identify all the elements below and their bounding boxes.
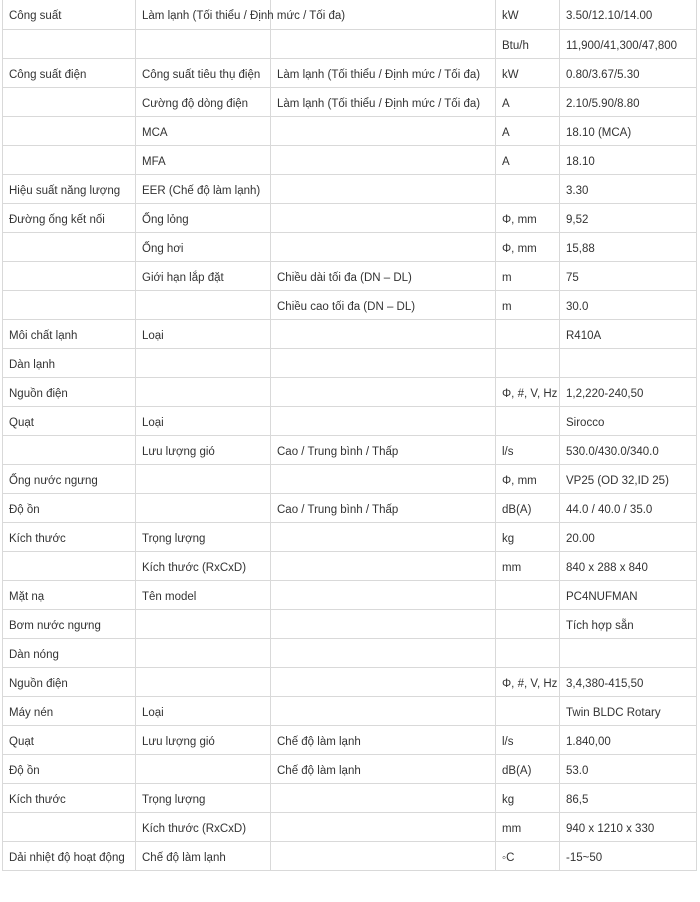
- spec-item-cell: Kích thước (RxCxD): [136, 812, 271, 841]
- spec-condition-cell: Chiều cao tối đa (DN – DL): [271, 290, 496, 319]
- spec-value-cell: [560, 638, 697, 667]
- spec-item-cell: Trọng lượng: [136, 522, 271, 551]
- spec-value-cell: 1.840,00: [560, 725, 697, 754]
- spec-group-cell: Kích thước: [3, 522, 136, 551]
- spec-value-cell: 840 x 288 x 840: [560, 551, 697, 580]
- spec-condition-cell: [271, 116, 496, 145]
- spec-condition-cell: [271, 29, 496, 58]
- table-row: [3, 435, 697, 464]
- spec-group-cell: [3, 232, 136, 261]
- table-row: [3, 29, 697, 58]
- spec-value-cell: 11,900/41,300/47,800: [560, 29, 697, 58]
- spec-group-cell: Dải nhiệt độ hoạt động: [3, 841, 136, 870]
- table-row: [3, 667, 697, 696]
- spec-item-cell: [136, 29, 271, 58]
- spec-item-cell: Ống hơi: [136, 232, 271, 261]
- spec-item-cell: [136, 754, 271, 783]
- spec-value-cell: 3.50/12.10/14.00: [560, 0, 697, 29]
- spec-item-cell: Loại: [136, 406, 271, 435]
- table-row: [3, 580, 697, 609]
- table-row: [3, 551, 697, 580]
- spec-unit-cell: A: [496, 87, 560, 116]
- spec-unit-cell: A: [496, 145, 560, 174]
- spec-value-cell: 30.0: [560, 290, 697, 319]
- spec-item-cell: Công suất tiêu thụ điện: [136, 58, 271, 87]
- table-row: [3, 348, 697, 377]
- spec-unit-cell: Φ, #, V, Hz: [496, 377, 560, 406]
- spec-value-cell: 3,4,380-415,50: [560, 667, 697, 696]
- spec-group-cell: [3, 87, 136, 116]
- spec-unit-cell: mm: [496, 812, 560, 841]
- spec-item-cell: Tên model: [136, 580, 271, 609]
- table-row: [3, 87, 697, 116]
- table-row: [3, 783, 697, 812]
- spec-item-cell: Loại: [136, 319, 271, 348]
- spec-condition-cell: [271, 464, 496, 493]
- spec-item-cell: Lưu lượng gió: [136, 725, 271, 754]
- table-row: [3, 406, 697, 435]
- spec-unit-cell: kg: [496, 783, 560, 812]
- spec-group-cell: Ống nước ngưng: [3, 464, 136, 493]
- table-row: [3, 319, 697, 348]
- spec-group-cell: Máy nén: [3, 696, 136, 725]
- spec-item-cell: Trọng lượng: [136, 783, 271, 812]
- spec-unit-cell: kg: [496, 522, 560, 551]
- spec-condition-cell: [271, 841, 496, 870]
- table-row: [3, 0, 697, 29]
- spec-unit-cell: m: [496, 261, 560, 290]
- spec-unit-cell: [496, 406, 560, 435]
- spec-unit-cell: [496, 348, 560, 377]
- spec-condition-cell: [271, 319, 496, 348]
- spec-unit-cell: Φ, #, V, Hz: [496, 667, 560, 696]
- spec-group-cell: [3, 261, 136, 290]
- spec-unit-cell: [496, 580, 560, 609]
- spec-value-cell: 940 x 1210 x 330: [560, 812, 697, 841]
- spec-unit-cell: [496, 174, 560, 203]
- spec-unit-cell: mm: [496, 551, 560, 580]
- spec-item-cell: [136, 290, 271, 319]
- spec-value-cell: 0.80/3.67/5.30: [560, 58, 697, 87]
- spec-group-cell: [3, 435, 136, 464]
- spec-group-cell: [3, 290, 136, 319]
- spec-condition-cell: [271, 667, 496, 696]
- spec-group-cell: Bơm nước ngưng: [3, 609, 136, 638]
- spec-unit-cell: l/s: [496, 725, 560, 754]
- spec-item-cell: Ống lỏng: [136, 203, 271, 232]
- table-row: [3, 696, 697, 725]
- spec-item-cell: Lưu lượng gió: [136, 435, 271, 464]
- spec-group-cell: Nguồn điện: [3, 377, 136, 406]
- spec-item-cell: [136, 377, 271, 406]
- table-row: [3, 290, 697, 319]
- table-row: [3, 609, 697, 638]
- table-row: [3, 725, 697, 754]
- spec-value-cell: 15,88: [560, 232, 697, 261]
- spec-value-cell: 3.30: [560, 174, 697, 203]
- spec-condition-cell: [271, 580, 496, 609]
- spec-value-cell: R410A: [560, 319, 697, 348]
- spec-unit-cell: kW: [496, 0, 560, 29]
- table-row: [3, 145, 697, 174]
- spec-unit-cell: dB(A): [496, 754, 560, 783]
- spec-group-cell: Môi chất lạnh: [3, 319, 136, 348]
- spec-item-cell: [136, 667, 271, 696]
- spec-group-cell: [3, 29, 136, 58]
- spec-condition-cell: Cao / Trung bình / Thấp: [271, 493, 496, 522]
- spec-condition-cell: [271, 145, 496, 174]
- spec-condition-cell: [271, 377, 496, 406]
- spec-condition-cell: [271, 522, 496, 551]
- spec-condition-cell: Chế độ làm lạnh: [271, 754, 496, 783]
- spec-item-cell: MFA: [136, 145, 271, 174]
- spec-group-cell: Mặt nạ: [3, 580, 136, 609]
- spec-item-cell: Loại: [136, 696, 271, 725]
- spec-group-cell: Quạt: [3, 725, 136, 754]
- table-row: [3, 174, 697, 203]
- spec-unit-cell: A: [496, 116, 560, 145]
- table-row: [3, 841, 697, 870]
- spec-unit-cell: [496, 696, 560, 725]
- spec-value-cell: [560, 348, 697, 377]
- table-row: [3, 754, 697, 783]
- spec-unit-cell: Φ, mm: [496, 464, 560, 493]
- spec-value-cell: 9,52: [560, 203, 697, 232]
- spec-unit-cell: kW: [496, 58, 560, 87]
- spec-value-cell: VP25 (OD 32,ID 25): [560, 464, 697, 493]
- spec-condition-cell: Chế độ làm lạnh: [271, 725, 496, 754]
- spec-condition-cell: [271, 783, 496, 812]
- table-row: [3, 232, 697, 261]
- spec-group-cell: Công suất: [3, 0, 136, 29]
- spec-item-cell: Kích thước (RxCxD): [136, 551, 271, 580]
- spec-group-cell: Quạt: [3, 406, 136, 435]
- spec-condition-cell: Làm lạnh (Tối thiểu / Định mức / Tối đa): [271, 87, 496, 116]
- spec-unit-cell: dB(A): [496, 493, 560, 522]
- spec-item-cell: [136, 609, 271, 638]
- spec-condition-cell: [271, 174, 496, 203]
- spec-condition-cell: [271, 406, 496, 435]
- spec-value-cell: 2.10/5.90/8.80: [560, 87, 697, 116]
- spec-item-cell: Cường độ dòng điện: [136, 87, 271, 116]
- spec-value-cell: 53.0: [560, 754, 697, 783]
- table-row: [3, 203, 697, 232]
- spec-unit-cell: [496, 609, 560, 638]
- table-row: [3, 812, 697, 841]
- table-row: [3, 464, 697, 493]
- spec-unit-cell: Φ, mm: [496, 232, 560, 261]
- spec-condition-cell: [271, 609, 496, 638]
- spec-unit-cell: Btu/h: [496, 29, 560, 58]
- spec-item-cell: [136, 493, 271, 522]
- spec-value-cell: 1,2,220-240,50: [560, 377, 697, 406]
- spec-group-cell: Hiệu suất năng lượng: [3, 174, 136, 203]
- spec-condition-cell: [271, 348, 496, 377]
- table-row: [3, 377, 697, 406]
- spec-unit-cell: [496, 319, 560, 348]
- table-row: [3, 58, 697, 87]
- spec-unit-cell: [496, 638, 560, 667]
- spec-condition-cell: [271, 203, 496, 232]
- spec-value-cell: 86,5: [560, 783, 697, 812]
- spec-condition-cell: Làm lạnh (Tối thiểu / Định mức / Tối đa): [271, 58, 496, 87]
- spec-condition-cell: [271, 551, 496, 580]
- spec-value-cell: 44.0 / 40.0 / 35.0: [560, 493, 697, 522]
- spec-item-cell: EER (Chế độ làm lạnh): [136, 174, 271, 203]
- spec-group-cell: Đường ống kết nối: [3, 203, 136, 232]
- spec-item-cell: Làm lạnh (Tối thiểu / Định mức / Tối đa): [136, 0, 271, 29]
- table-row: [3, 638, 697, 667]
- spec-unit-cell: m: [496, 290, 560, 319]
- spec-table-body: [3, 0, 697, 870]
- spec-value-cell: 20.00: [560, 522, 697, 551]
- spec-item-cell: [136, 348, 271, 377]
- spec-group-cell: Kích thước: [3, 783, 136, 812]
- spec-item-cell: Chế độ làm lạnh: [136, 841, 271, 870]
- spec-item-cell: [136, 638, 271, 667]
- spec-condition-cell: [271, 812, 496, 841]
- table-row: [3, 522, 697, 551]
- spec-value-cell: -15~50: [560, 841, 697, 870]
- spec-condition-cell: Cao / Trung bình / Thấp: [271, 435, 496, 464]
- spec-group-cell: Công suất điện: [3, 58, 136, 87]
- spec-condition-cell: Chiều dài tối đa (DN – DL): [271, 261, 496, 290]
- spec-condition-cell: [271, 232, 496, 261]
- spec-group-cell: Dàn nóng: [3, 638, 136, 667]
- spec-value-cell: Twin BLDC Rotary: [560, 696, 697, 725]
- spec-value-cell: Tích hợp sẵn: [560, 609, 697, 638]
- spec-unit-cell: Φ, mm: [496, 203, 560, 232]
- spec-group-cell: Nguồn điện: [3, 667, 136, 696]
- spec-condition-cell: [271, 638, 496, 667]
- table-row: [3, 261, 697, 290]
- spec-group-cell: Độ ồn: [3, 754, 136, 783]
- spec-value-cell: 18.10: [560, 145, 697, 174]
- spec-item-cell: MCA: [136, 116, 271, 145]
- spec-value-cell: 530.0/430.0/340.0: [560, 435, 697, 464]
- spec-item-cell: Giới hạn lắp đặt: [136, 261, 271, 290]
- spec-value-cell: PC4NUFMAN: [560, 580, 697, 609]
- spec-group-cell: Dàn lạnh: [3, 348, 136, 377]
- spec-value-cell: Sirocco: [560, 406, 697, 435]
- spec-value-cell: 18.10 (MCA): [560, 116, 697, 145]
- spec-condition-cell: [271, 696, 496, 725]
- spec-unit-cell: l/s: [496, 435, 560, 464]
- spec-group-cell: Độ ồn: [3, 493, 136, 522]
- table-row: [3, 116, 697, 145]
- table-row: [3, 493, 697, 522]
- spec-table: [2, 0, 697, 871]
- spec-value-cell: 75: [560, 261, 697, 290]
- spec-group-cell: [3, 812, 136, 841]
- spec-item-cell: [136, 464, 271, 493]
- spec-group-cell: [3, 551, 136, 580]
- spec-group-cell: [3, 145, 136, 174]
- spec-unit-cell: ◦C: [496, 841, 560, 870]
- spec-group-cell: [3, 116, 136, 145]
